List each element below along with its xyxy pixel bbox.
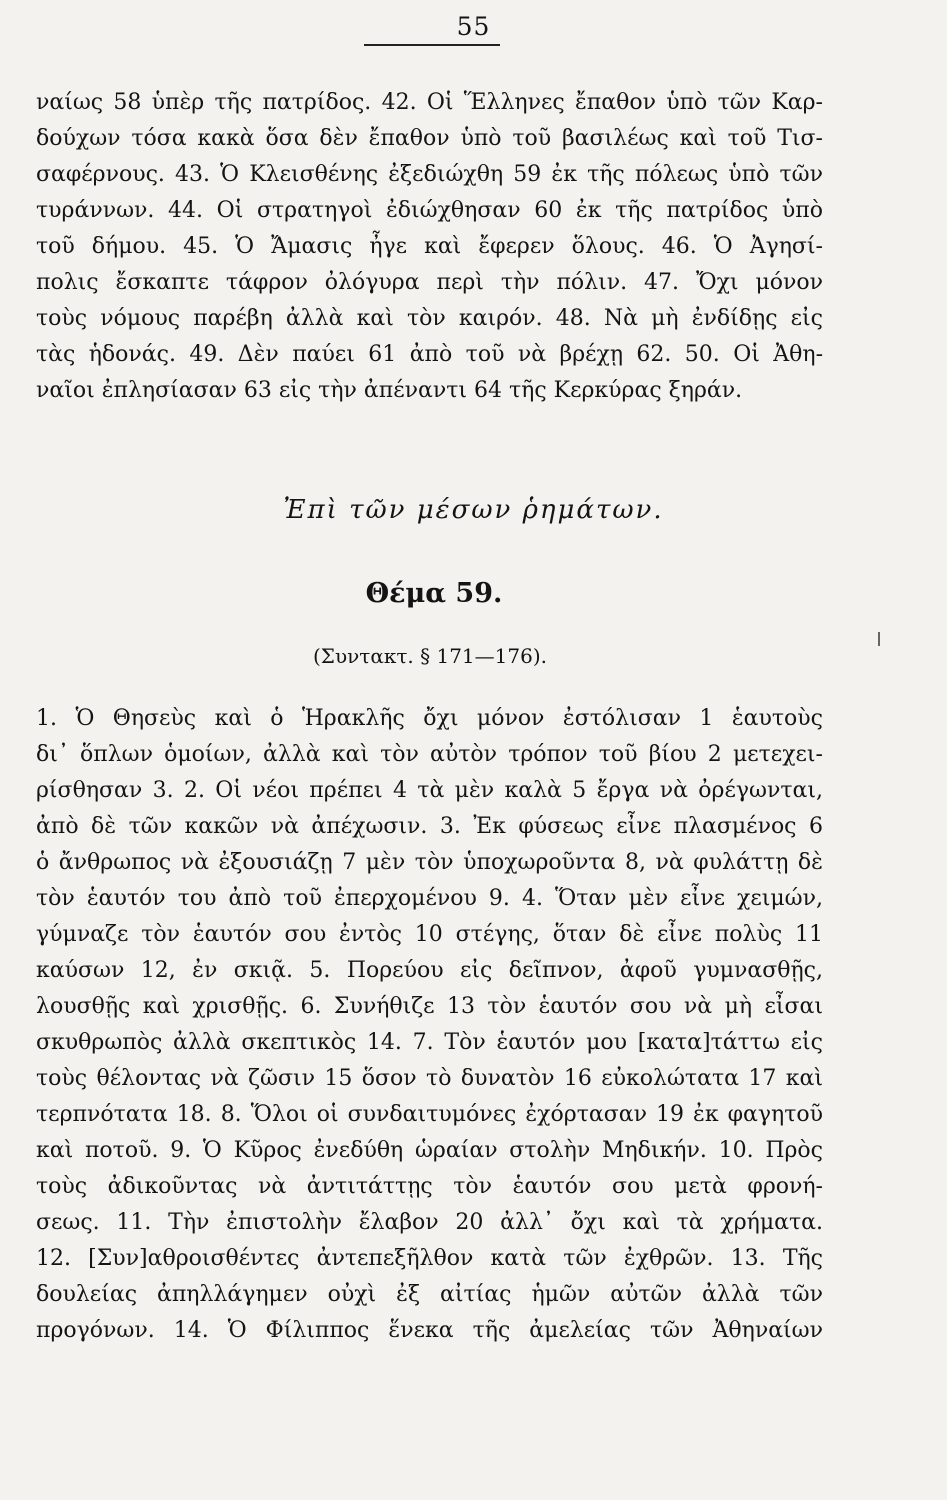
- text-line: τυράννων. 44. Οἱ στρατηγοὶ ἐδιώχθησαν 60 ἐκ τῆς πατρίδος ὑπὸ: [36, 198, 823, 223]
- text-line: τὰς ἡδονάς. 49. Δὲν παύει 61 ἀπὸ τοῦ νὰ βρέχῃ 62. 50. Οἱ Ἀθη-: [36, 342, 823, 367]
- text-line: δούχων τόσα κακὰ ὅσα δὲν ἔπαθον ὑπὸ τοῦ βασιλέως καὶ τοῦ Τισ-: [36, 126, 823, 151]
- text-line: σαφέρνους. 43. Ὁ Κλεισθένης ἐξεδιώχθη 59 ἐκ τῆς πόλεως ὑπὸ τῶν: [36, 162, 823, 187]
- text-line: ναίως 58 ὑπὲρ τῆς πατρίδος. 42. Οἱ Ἕλληνες ἔπαθον ὑπὸ τῶν Καρ-: [36, 90, 823, 115]
- syntax-reference: (Συντακτ. § 171—176).: [313, 644, 547, 668]
- text-line: δι᾽ ὅπλων ὁμοίων, ἀλλὰ καὶ τὸν αὐτὸν τρόπον τοῦ βίου 2 μετεχει-: [36, 742, 823, 767]
- text-line: τοὺς νόμους παρέβη ἀλλὰ καὶ τὸν καιρόν. 48. Νὰ μὴ ἐνδίδῃς εἰς: [36, 306, 823, 331]
- text-line: γύμναζε τὸν ἑαυτόν σου ἐντὸς 10 στέγης, ὅταν δὲ εἶνε πολὺς 11: [36, 922, 823, 947]
- text-line: τερπνότατα 18. 8. Ὅλοι οἱ συνδαιτυμόνες ἐχόρτασαν 19 ἐκ φαγητοῦ: [36, 1102, 823, 1127]
- page-number: 55: [456, 12, 491, 41]
- text-line: καὶ ποτοῦ. 9. Ὁ Κῦρος ἐνεδύθη ὡραίαν στολὴν Μηδικήν. 10. Πρὸς: [36, 1138, 823, 1163]
- text-line: σκυθρωπὸς ἀλλὰ σκεπτικὸς 14. 7. Τὸν ἑαυτόν μου [κατα]τάττω εἰς: [36, 1030, 823, 1055]
- text-line: τοὺς θέλοντας νὰ ζῶσιν 15 ὅσον τὸ δυνατὸν 16 εὐκολώτατα 17 καὶ: [36, 1066, 823, 1091]
- paper-speck: [878, 632, 880, 646]
- text-line: ἀπὸ δὲ τῶν κακῶν νὰ ἀπέχωσιν. 3. Ἐκ φύσεως εἶνε πλασμένος 6: [36, 814, 823, 839]
- text-line: δουλείας ἀπηλλάγημεν οὐχὶ ἐξ αἰτίας ἡμῶν αὐτῶν ἀλλὰ τῶν: [36, 1282, 823, 1307]
- text-line: ναῖοι ἐπλησίασαν 63 εἰς τὴν ἀπέναντι 64 τῆς Κερκύρας ξηράν.: [36, 378, 743, 403]
- text-line: ὁ ἄνθρωπος νὰ ἐξουσιάζῃ 7 μὲν τὸν ὑποχωροῦντα 8, νὰ φυλάττῃ δὲ: [36, 850, 823, 875]
- text-line: 12. [Συν]αθροισθέντες ἀντεπεξῆλθον κατὰ τῶν ἐχθρῶν. 13. Τῆς: [36, 1246, 823, 1271]
- page-number-rule: [364, 44, 500, 46]
- text-line: λουσθῇς καὶ χρισθῇς. 6. Συνήθιζε 13 τὸν ἑαυτόν σου νὰ μὴ εἶσαι: [36, 994, 823, 1019]
- text-line: ρίσθησαν 3. 2. Οἱ νέοι πρέπει 4 τὰ μὲν καλὰ 5 ἔργα νὰ ὀρέγωνται,: [36, 778, 823, 803]
- text-line: 1. Ὁ Θησεὺς καὶ ὁ Ἡρακλῆς ὄχι μόνον ἐστόλισαν 1 ἑαυτοὺς: [36, 706, 823, 731]
- text-line: καύσων 12, ἐν σκιᾷ. 5. Πορεύου εἰς δεῖπνον, ἀφοῦ γυμνασθῇς,: [36, 958, 823, 983]
- section-subheading: Ἐπὶ τῶν μέσων ῥημάτων.: [283, 495, 664, 525]
- text-line: τὸν ἑαυτόν του ἀπὸ τοῦ ἐπερχομένου 9. 4. Ὅταν μὲν εἶνε χειμών,: [36, 886, 823, 911]
- text-line: προγόνων. 14. Ὁ Φίλιππος ἕνεκα τῆς ἀμελείας τῶν Ἀθηναίων: [36, 1318, 823, 1343]
- text-line: πολις ἔσκαπτε τάφρον ὀλόγυρα περὶ τὴν πόλιν. 47. Ὄχι μόνον: [36, 270, 823, 295]
- theme-title: Θέμα 59.: [365, 578, 503, 609]
- text-line: τοῦ δήμου. 45. Ὁ Ἄμασις ἦγε καὶ ἔφερεν ὅλους. 46. Ὁ Ἀγησί-: [36, 234, 823, 259]
- text-line: σεως. 11. Τὴν ἐπιστολὴν ἔλαβον 20 ἀλλ᾽ ὄχι καὶ τὰ χρήματα.: [36, 1210, 823, 1235]
- text-line: τοὺς ἀδικοῦντας νὰ ἀντιτάττῃς τὸν ἑαυτόν σου μετὰ φρονή-: [36, 1174, 823, 1199]
